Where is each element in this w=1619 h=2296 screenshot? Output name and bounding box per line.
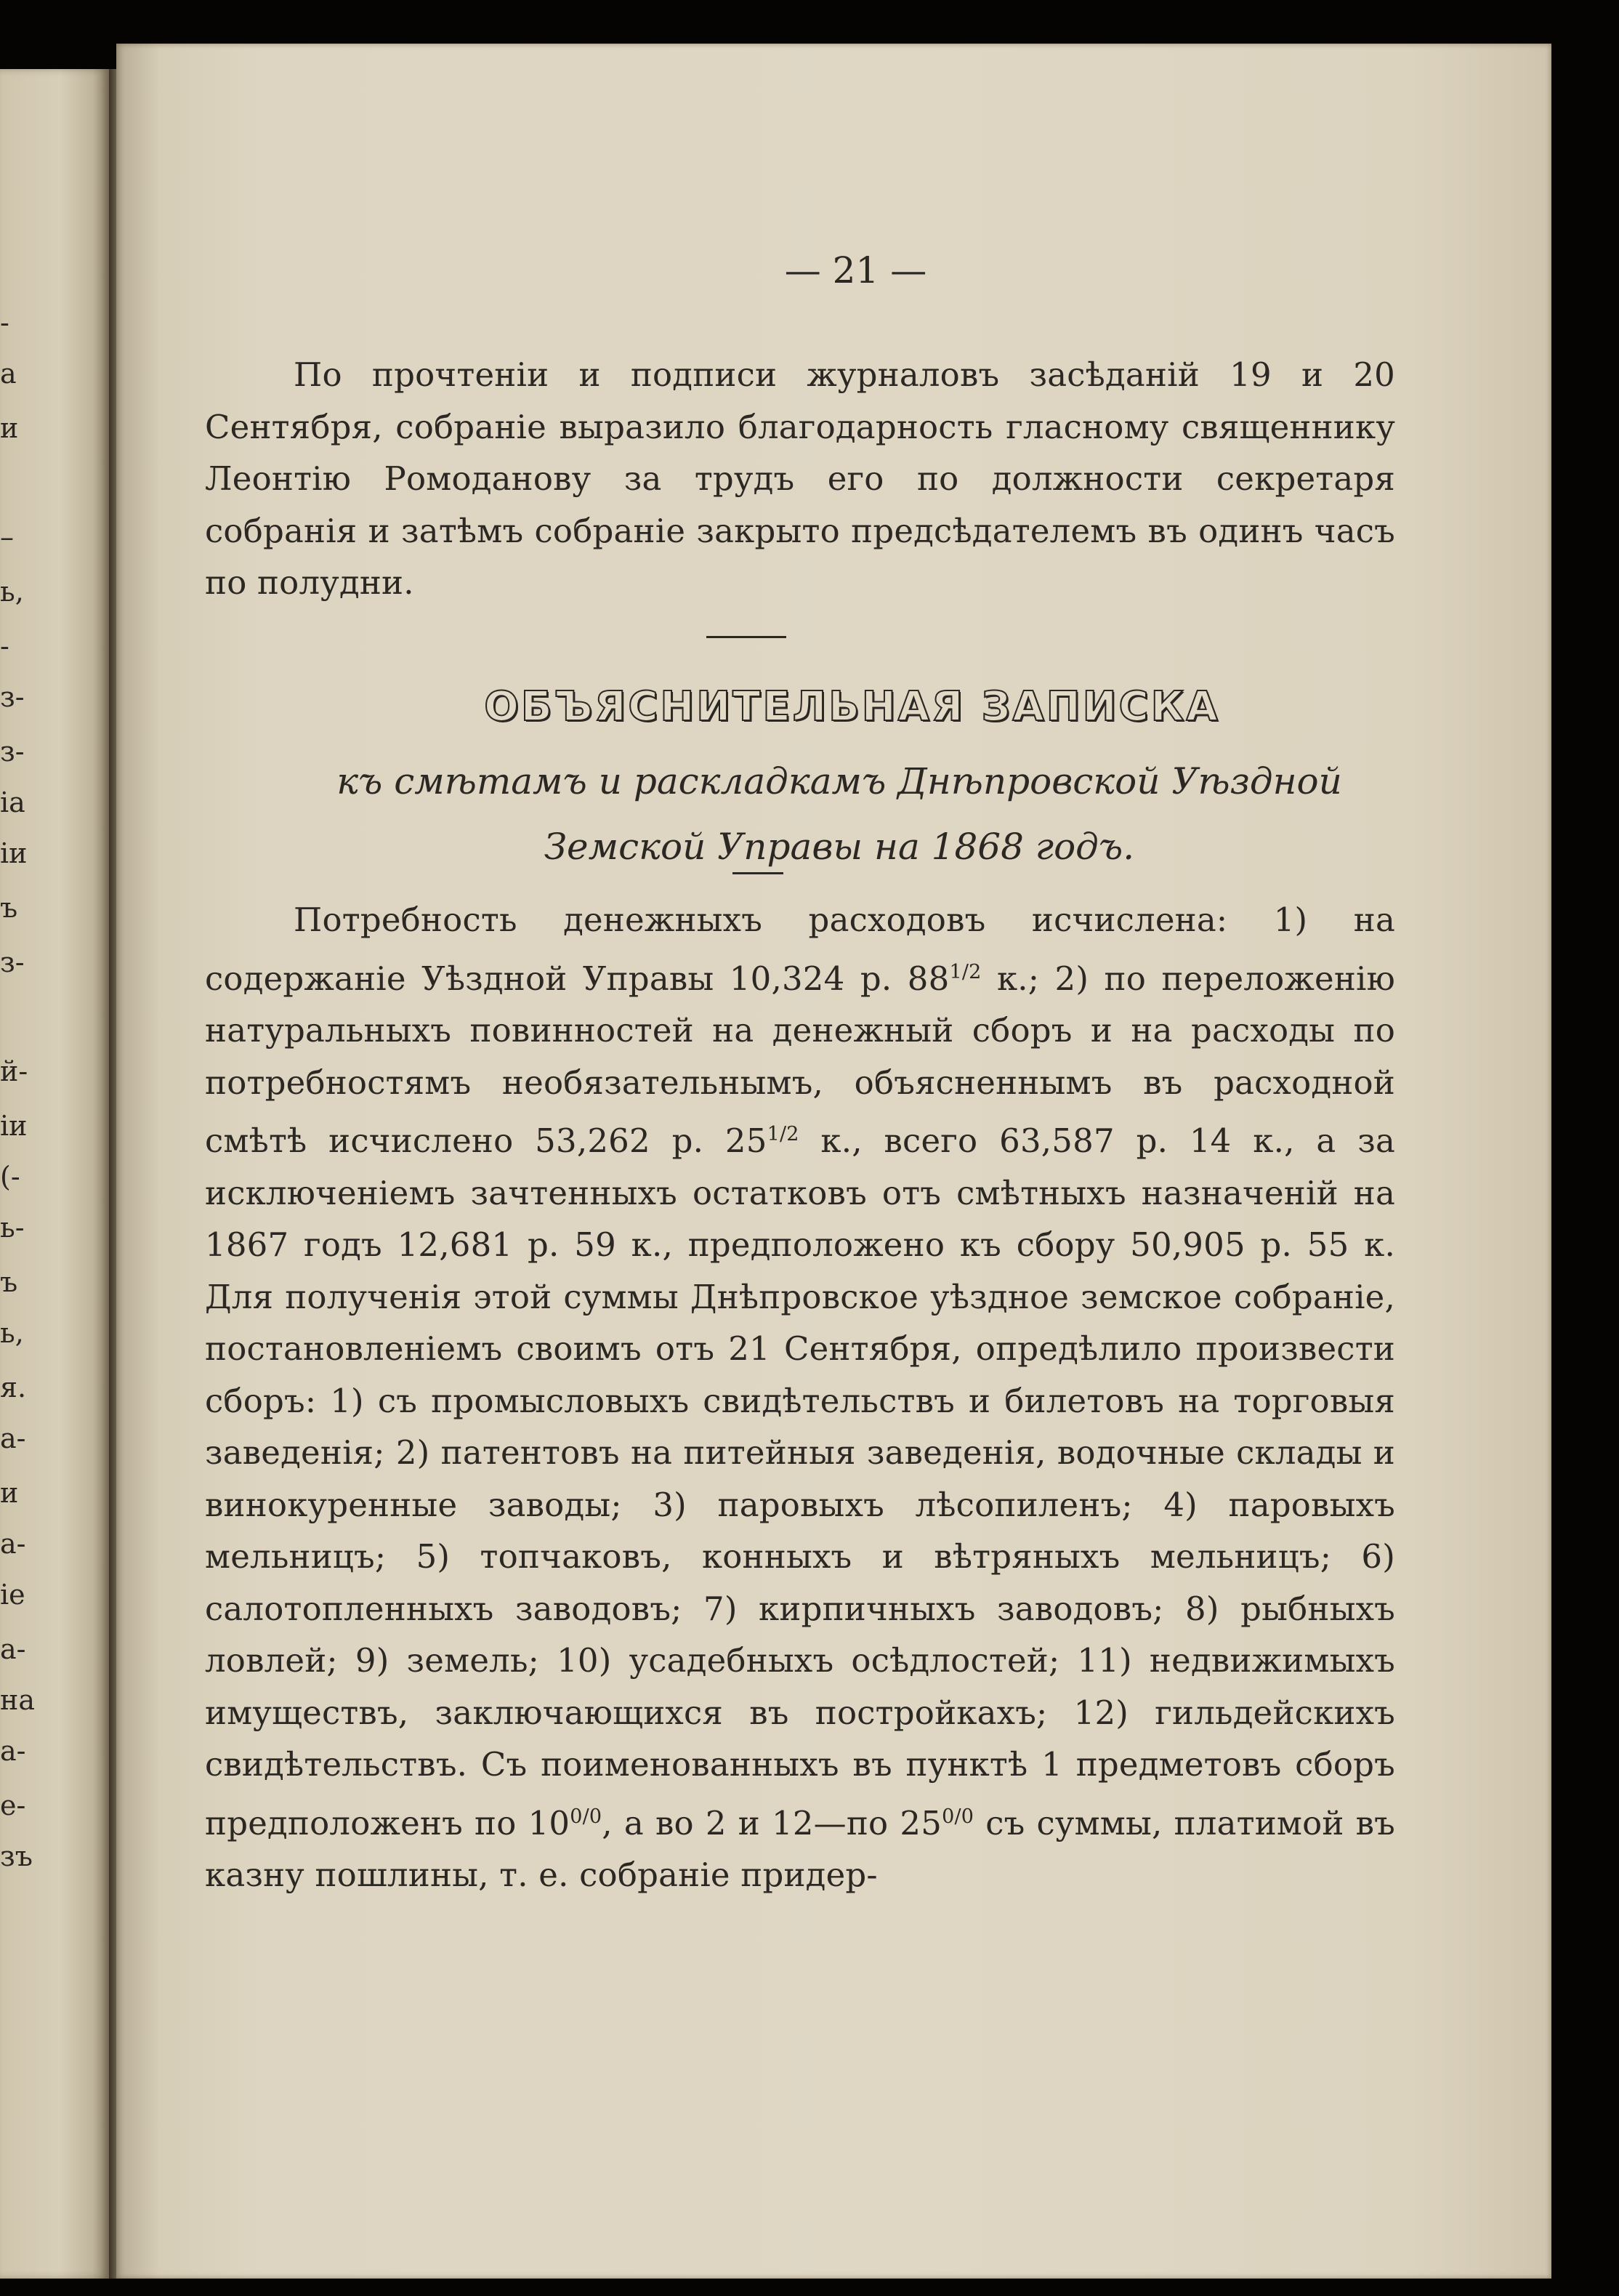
percent-sign: 0/0 xyxy=(570,1805,602,1828)
left-fragment: ь, xyxy=(0,1317,24,1349)
left-fragment: - xyxy=(0,630,9,662)
left-page-edge xyxy=(0,69,109,2279)
left-fragment: и xyxy=(0,1477,19,1509)
left-fragment: а- xyxy=(0,1422,26,1454)
page-number: — 21 — xyxy=(784,249,927,291)
paragraph-closing-minutes: По прочтеніи и подписи журналовъ засѣданій 19 и 20 Сентября, собраніе выразило благодарность гласному священнику Леонтію Ромоданову за трудъ его по должности секретаря собранія и затѣмъ собраніе закрыто предсѣдателемъ въ одинъ часъ по полудни. xyxy=(205,355,1395,602)
left-fragment: й- xyxy=(0,1055,28,1087)
fraction-half: 1/2 xyxy=(949,960,982,983)
text-run: к.; 2) по переложенію натуральныхъ повинностей на денежный сборъ и на расходы по потребностямъ необязательнымъ, объясненнымъ въ расходной смѣтѣ исчислено 53,262 р. 25 xyxy=(205,959,1395,1160)
text-run: съ суммы, платимой въ казну пошлины, т. е. собраніе придер- xyxy=(205,1803,1396,1894)
paragraph-expenses xyxy=(205,894,1395,1901)
left-fragment: а- xyxy=(0,1735,26,1767)
left-fragment: а xyxy=(0,358,17,390)
text-run: к., всего 63,587 р. 14 к., а за исключеніемъ зачтенныхъ остатковъ отъ смѣтныхъ назначеній на 1867 годъ 12,681 р. 59 к., предположено къ сбору 50,905 р. 55 к. Для полученія этой суммы Днѣпровское уѣздное земское собраніе, постановленіемъ своимъ отъ 21 Сентября, опредѣлило произвести сборъ: 1) съ промысловыхъ свидѣтельствъ и билетовъ на торговыя заведенія; 2) патентовъ на питейныя заведенія, водочные склады и винокуренные заводы; 3) паровыхъ лѣсопиленъ; 4) паровыхъ мельницъ; 5) топчаковъ, конныхъ и вѣтряныхъ мельницъ; 6) салотопленныхъ заводовъ; 7) кирпичныхъ заводовъ; 8) рыбныхъ ловлей; 9) земель; 10) усадебныхъ осѣдлостей; 11) недвижимыхъ имуществъ, заключающихся въ постройкахъ; 12) гильдейскихъ свидѣтельствъ. Съ поименованныхъ въ пунктѣ 1 предметовъ сборъ предположенъ по 10 xyxy=(205,1121,1395,1842)
left-fragment: іе xyxy=(0,1579,25,1611)
left-fragment: іи xyxy=(0,1110,28,1142)
subtitle-divider xyxy=(732,872,783,874)
left-fragment: е- xyxy=(0,1789,26,1821)
percent-sign: 0/0 xyxy=(942,1805,974,1828)
left-fragment: и xyxy=(0,412,19,444)
left-fragment: ь- xyxy=(0,1212,25,1244)
section-divider xyxy=(706,636,786,638)
fraction-half: 1/2 xyxy=(767,1123,799,1145)
left-fragment: ъ xyxy=(0,1266,18,1298)
left-fragment: я. xyxy=(0,1371,27,1403)
left-fragment: іи xyxy=(0,837,28,869)
left-fragment: - xyxy=(0,307,9,339)
left-fragment: з- xyxy=(0,736,25,768)
left-fragment: на xyxy=(0,1684,35,1716)
left-fragment: з- xyxy=(0,681,25,713)
left-fragment: а- xyxy=(0,1528,26,1560)
left-fragment: а- xyxy=(0,1633,26,1665)
left-fragment: зъ xyxy=(0,1840,33,1872)
section-subtitle: къ смѣтамъ и раскладкамъ Днѣпровской Уѣздной Земской Управы на 1868 годъ. xyxy=(336,760,1342,868)
left-fragment: (- xyxy=(0,1161,20,1193)
left-fragment: ь, xyxy=(0,576,24,608)
left-fragment: ъ xyxy=(0,892,18,924)
book-page xyxy=(116,44,1551,2279)
left-fragment: іа xyxy=(0,786,25,818)
left-fragment: – xyxy=(0,521,14,553)
section-heading: ОБЪЯСНИТЕЛЬНАЯ ЗАПИСКА xyxy=(484,683,1220,730)
text-run: Потребность денежныхъ расходовъ исчислена: 1) на содержаніе Уѣздной Управы 10,324 р. 88 xyxy=(205,901,1395,998)
text-run: , а во 2 и 12—по 25 xyxy=(602,1803,942,1842)
left-fragment: з- xyxy=(0,946,25,978)
